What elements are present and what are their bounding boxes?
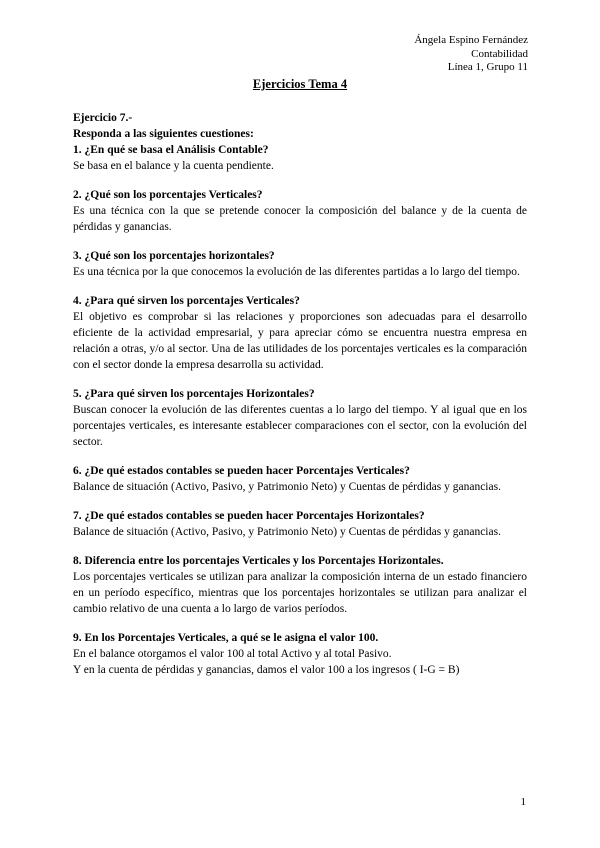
- document-header: [414, 34, 528, 75]
- answer-2: Es una técnica con la que se pretende conocer la composición del balance y de la cuenta de pérdidas y ganancias.: [73, 205, 527, 233]
- question-4: 4. ¿Para qué sirven los porcentajes Verticales?: [73, 295, 300, 307]
- question-9: 9. En los Porcentajes Verticales, a qué se le asigna el valor 100.: [73, 632, 379, 644]
- page-number: 1: [520, 796, 526, 808]
- answer-7: Balance de situación (Activo, Pasivo, y Patrimonio Neto) y Cuentas de pérdidas y ganancias.: [73, 526, 501, 538]
- answer-1: Se basa en el balance y la cuenta pendiente.: [73, 160, 274, 172]
- answer-5: Buscan conocer la evolución de las diferentes cuentas a lo largo del tiempo. Y al igual que en los porcentajes verticales, es interesante establecer comparaciones con el sector, con la evolución del sector.: [73, 404, 527, 448]
- exercise-label: Ejercicio 7.-: [73, 112, 133, 124]
- question-7: 7. ¿De qué estados contables se pueden hacer Porcentajes Horizontales?: [73, 510, 425, 522]
- answer-9-line-2: Y en la cuenta de pérdidas y ganancias, damos el valor 100 a los ingresos ( I-G = B): [73, 664, 460, 676]
- question-8: 8. Diferencia entre los porcentajes Verticales y los Porcentajes Horizontales.: [73, 555, 444, 567]
- group-info: Línea 1, Grupo 11: [447, 61, 528, 73]
- question-1: 1. ¿En qué se basa el Análisis Contable?: [73, 144, 269, 156]
- question-2: 2. ¿Qué son los porcentajes Verticales?: [73, 189, 263, 201]
- exercise-instruction: Responda a las siguientes cuestiones:: [73, 128, 254, 140]
- answer-4: El objetivo es comprobar si las relaciones y proporciones son adecuadas para el desarrollo eficiente de la actividad empresarial, y para apreciar cómo se encuentra nuestra empresa en relación a otras, y/o al sector. Una de las utilidades de los porcentajes verticales es la comparación con el sector donde la empresa desarrolla su actividad.: [73, 311, 527, 371]
- answer-9-line-1: En el balance otorgamos el valor 100 al total Activo y al total Pasivo.: [73, 648, 392, 660]
- author-name: Ángela Espino Fernández: [414, 34, 528, 46]
- answer-3: Es una técnica por la que conocemos la evolución de las diferentes partidas a lo largo del tiempo.: [73, 266, 520, 278]
- answer-8: Los porcentajes verticales se utilizan para analizar la composición interna de un estado financiero en un período específico, mientras que los porcentajes horizontales se utilizan para analizar el cambio relativo de una cuenta a lo largo de varios períodos.: [73, 571, 527, 615]
- answer-6: Balance de situación (Activo, Pasivo, y Patrimonio Neto) y Cuentas de pérdidas y ganancias.: [73, 481, 501, 493]
- question-5: 5. ¿Para qué sirven los porcentajes Horizontales?: [73, 388, 315, 400]
- question-3: 3. ¿Qué son los porcentajes horizontales?: [73, 250, 275, 262]
- document-body: [73, 110, 527, 678]
- subject-name: Contabilidad: [471, 47, 528, 60]
- question-6: 6. ¿De qué estados contables se pueden hacer Porcentajes Verticales?: [73, 465, 410, 477]
- page-title: Ejercicios Tema 4: [252, 77, 348, 91]
